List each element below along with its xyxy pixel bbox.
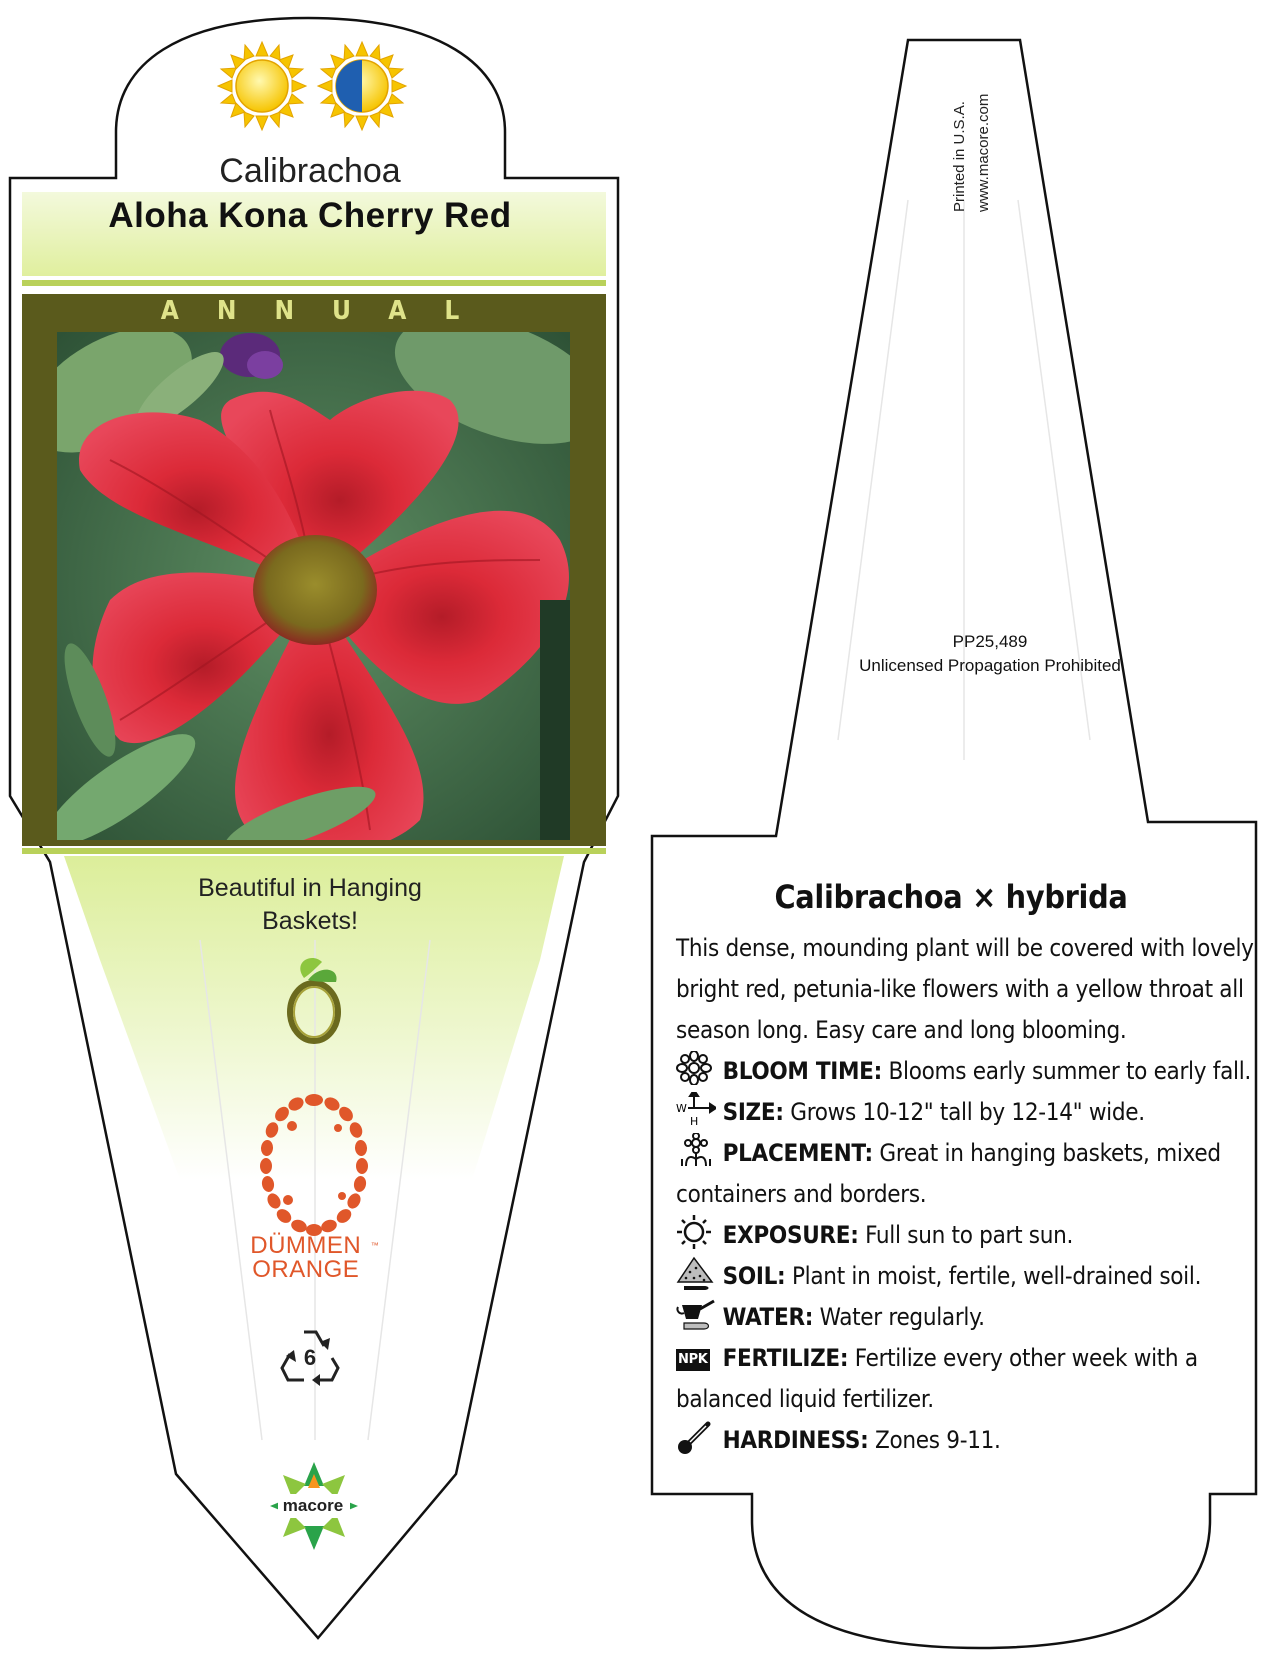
care-item-placement (676, 1133, 1256, 1215)
care-text: Full sun to part sun. (865, 1221, 1074, 1249)
sun-icon (676, 1215, 716, 1249)
placement-icon (676, 1133, 716, 1167)
printed-line-1: Printed in U.S.A. (951, 101, 968, 212)
plant-genus: Calibrachoa (219, 152, 401, 190)
care-label: WATER: (722, 1303, 814, 1331)
soil-icon (676, 1256, 716, 1290)
recycle-code: 6 (303, 1345, 317, 1370)
size-icon-h: H (690, 1115, 698, 1126)
care-item-size (676, 1092, 1256, 1133)
watering-can-icon (676, 1297, 716, 1331)
care-text: Great in hanging baskets, mixed containers and borders. (676, 1139, 1221, 1208)
care-text: Zones 9-11. (874, 1426, 1001, 1454)
care-label: SIZE: (722, 1098, 784, 1126)
full-sun-icon (218, 42, 306, 130)
care-label: EXPOSURE: (722, 1221, 859, 1249)
care-item-bloom-time (676, 1051, 1256, 1092)
size-icon-w: W (676, 1102, 687, 1115)
care-item-soil (676, 1256, 1256, 1297)
plant-tagline: Beautiful in Hanging Baskets! (198, 874, 422, 935)
care-label: BLOOM TIME: (722, 1057, 882, 1085)
npk-icon (676, 1338, 716, 1372)
npk-icon-text: NPK (676, 1349, 710, 1371)
printed-line-2: www.macore.com (975, 93, 992, 212)
scientific-name: Calibrachoa × hybrida (774, 878, 1128, 916)
part-sun-icon (318, 42, 406, 130)
care-list (676, 1051, 1256, 1461)
flower-photo (7, 291, 622, 866)
care-text: Blooms early summer to early fall. (888, 1057, 1251, 1085)
size-icon (676, 1092, 716, 1126)
thermometer-icon (676, 1420, 716, 1454)
care-label: FERTILIZE: (722, 1344, 849, 1372)
care-item-water (676, 1297, 1256, 1338)
flower-icon (676, 1051, 716, 1085)
care-item-hardiness (676, 1420, 1256, 1461)
care-text: Water regularly. (819, 1303, 985, 1331)
patent-block (760, 630, 1220, 678)
care-item-fertilize (676, 1338, 1256, 1420)
care-label: HARDINESS: (722, 1426, 869, 1454)
care-label: PLACEMENT: (722, 1139, 873, 1167)
patent-note: Unlicensed Propagation Prohibited (859, 656, 1121, 675)
plant-description: This dense, mounding plant will be covered with lovely bright red, petunia-like flowers with a yellow throat all season long. Easy care and long blooming. (676, 934, 1254, 1044)
care-text: Fertilize every other week with a balanced liquid fertilizer. (676, 1344, 1198, 1413)
printed-in-note (948, 52, 996, 212)
care-text: Plant in moist, fertile, well-drained soil. (791, 1262, 1202, 1290)
care-text: Grows 10-12" tall by 12-14" wide. (790, 1098, 1145, 1126)
care-copy (676, 878, 1256, 1461)
care-item-exposure (676, 1215, 1256, 1256)
plant-category: ANNUAL (160, 296, 498, 326)
printer-logo-text: macore (282, 1496, 344, 1515)
brand-name (230, 1234, 390, 1282)
plant-variety: Aloha Kona Cherry Red (108, 196, 512, 235)
brand-wordmark: DÜMMEN ORANGE (250, 1232, 362, 1283)
patent-number: PP25,489 (952, 632, 1028, 651)
care-label: SOIL: (722, 1262, 786, 1290)
brand-trademark: ™ (370, 1241, 380, 1250)
